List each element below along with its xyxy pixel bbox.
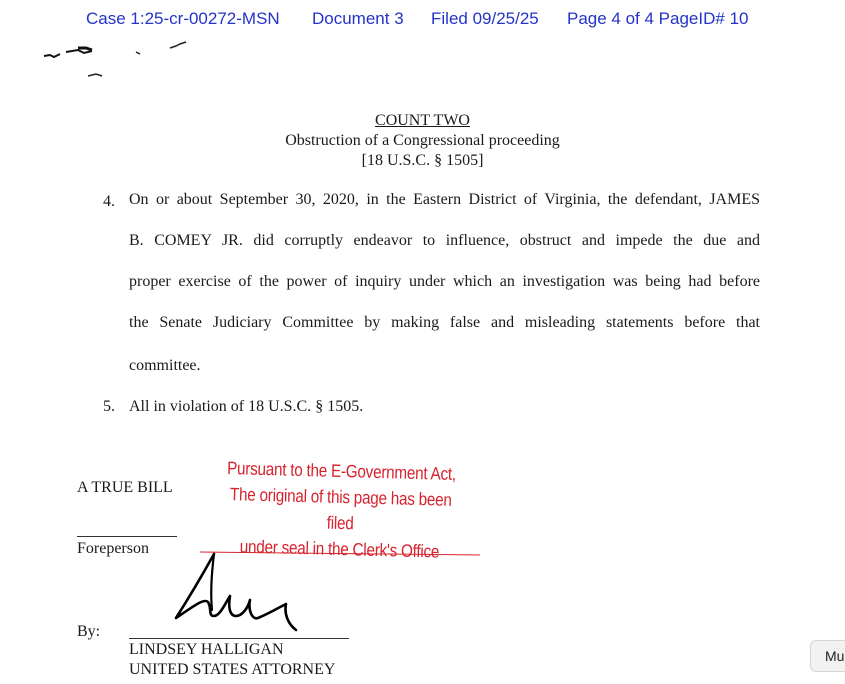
document-number: Document 3 <box>312 9 404 28</box>
foreperson-signature-line <box>77 536 177 537</box>
seal-stamp <box>197 454 485 565</box>
paragraph-number: 5. <box>103 398 115 415</box>
page-id: Page 4 of 4 PageID# 10 <box>567 9 749 28</box>
filed-date: Filed 09/25/25 <box>431 9 539 28</box>
foreperson-label: Foreperson <box>77 540 149 557</box>
stamp-line: under seal in the Clerk's Office <box>239 536 440 562</box>
paragraph-line: All in violation of 18 U.S.C. § 1505. <box>129 398 364 415</box>
true-bill-label: A TRUE BILL <box>77 479 173 496</box>
redaction-marks <box>40 38 200 88</box>
paragraph-number: 4. <box>103 193 115 210</box>
stamp-line: The original of this page has been filed <box>229 484 452 534</box>
count-title: COUNT TWO <box>375 112 470 129</box>
overlay-button[interactable]: Mu <box>810 640 845 672</box>
handwritten-signature <box>168 550 318 645</box>
stamp-line: Pursuant to the E-Government Act, <box>226 458 457 485</box>
paragraph-line: the Senate Judiciary Committee by making false and misleading statements before that <box>129 314 760 331</box>
signature-line <box>129 638 349 639</box>
paragraph-line: committee. <box>129 357 201 374</box>
paragraph-line: proper exercise of the power of inquiry under which an investigation was being had before <box>129 273 760 290</box>
signer-title: UNITED STATES ATTORNEY <box>129 661 336 678</box>
count-heading <box>0 111 845 171</box>
paragraph-line: On or about September 30, 2020, in the Eastern District of Virginia, the defendant, JAMES <box>129 191 760 208</box>
signer-name: LINDSEY HALLIGAN <box>129 641 284 658</box>
by-label: By: <box>77 623 101 640</box>
case-number: Case 1:25-cr-00272-MSN <box>86 9 280 28</box>
count-subtitle: Obstruction of a Congressional proceeding <box>285 132 560 149</box>
count-statute: [18 U.S.C. § 1505] <box>361 152 484 169</box>
paragraph-line: B. COMEY JR. did corruptly endeavor to influence, obstruct and impede the due and <box>129 232 760 249</box>
